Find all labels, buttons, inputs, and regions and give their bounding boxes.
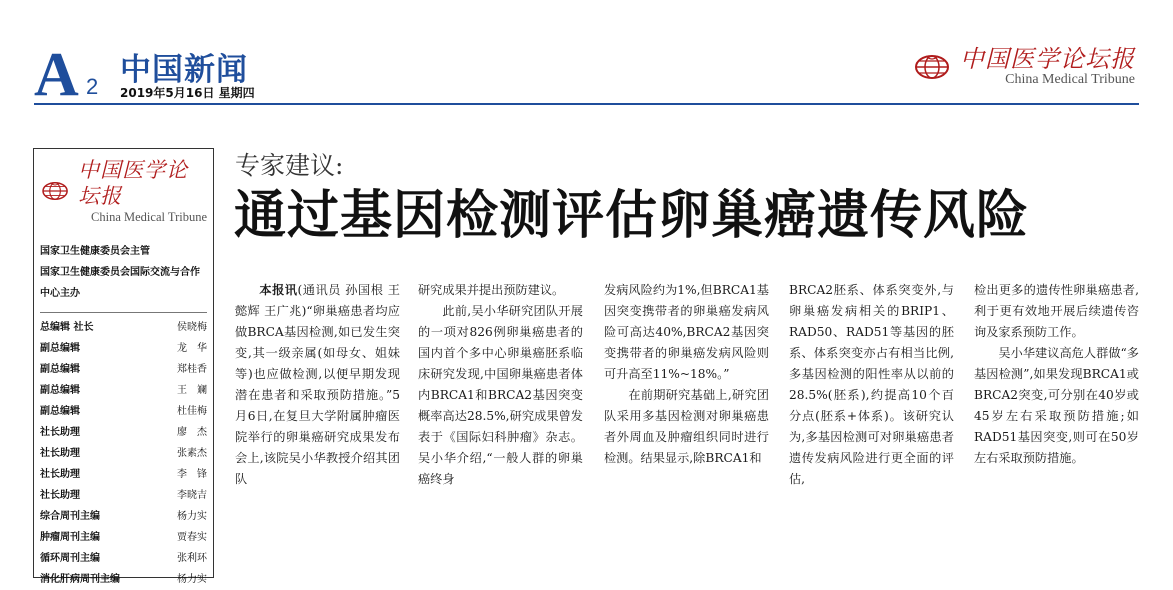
staff-name: 张利环 <box>177 553 207 564</box>
column-paragraph: 检出更多的遗传性卵巢癌患者,利于更有效地开展后续遗传咨询及家系预防工作。 <box>974 283 1139 339</box>
staff-name: 贾春实 <box>177 532 207 543</box>
globe-logo-icon <box>40 177 70 205</box>
masthead-brand-cn: 中国医学论坛报 <box>78 158 189 208</box>
article-lead: 本报讯 <box>259 283 298 297</box>
staff-role: 副总编辑 <box>40 406 80 417</box>
article-kicker: 专家建议: <box>235 151 344 180</box>
staff-role: 消化肝病周刊主编 <box>40 574 120 585</box>
globe-logo-icon <box>912 52 952 82</box>
staff-role: 循环周刊主编 <box>40 553 100 564</box>
masthead-brand-en: China Medical Tribune <box>91 210 207 224</box>
article-column-5 <box>974 280 1139 469</box>
staff-row <box>40 401 207 422</box>
column-paragraph: (通讯员 孙国根 王懿辉 王广兆)“卵巢癌患者均应做BRCA基因检测,如已发生突变,其一级亲属(如母女、姐妹等)也应做检测,以便早期发现潜在患者和采取预防措施。”5月6日,在复旦大学附属肿瘤医院举行的卵巢癌研究成果发布会上,该院吴小华教授介绍其团队 <box>235 283 400 486</box>
header-rule <box>34 103 1139 105</box>
staff-name: 廖 杰 <box>177 427 207 438</box>
column-paragraph: BRCA2胚系、体系突变外,与卵巢癌发病相关的BRIP1、RAD50、RAD51等基因的胚系、体系突变亦占有相当比例,多基因检测的阳性率从以前的28.5%(胚系),约提高10个百分点(胚系+体系)。该研究认为,多基因检测可对卵巢癌患者遗传发病风险进行更全面的评估, <box>789 283 954 486</box>
staff-role: 社长助理 <box>40 448 80 459</box>
staff-row <box>40 380 207 401</box>
article-headline: 通过基因检测评估卵巢癌遗传风险 <box>234 186 1030 246</box>
staff-role: 总编辑 社长 <box>40 322 94 333</box>
staff-row <box>40 443 207 464</box>
staff-name: 李晓吉 <box>177 490 207 501</box>
staff-role: 肿瘤周刊主编 <box>40 532 100 543</box>
staff-list <box>40 317 207 590</box>
page-number: 2 <box>86 74 99 99</box>
article-column-2 <box>418 280 583 490</box>
staff-role: 综合周刊主编 <box>40 511 100 522</box>
staff-name: 杨力实 <box>177 511 207 522</box>
section-title: 中国新闻 <box>120 52 248 88</box>
staff-row <box>40 464 207 485</box>
column-paragraph: 吴小华建议高危人群做“多基因检测”,如果发现BRCA1或BRCA2突变,可分别在40岁或45岁左右采取预防措施;如RAD51基因突变,则可在50岁左右采取预防措施。 <box>974 346 1139 465</box>
staff-role: 社长助理 <box>40 427 80 438</box>
masthead-divider <box>40 312 207 313</box>
column-paragraph: 在前期研究基础上,研究团队采用多基因检测对卵巢癌患者外周血及肿瘤组织同时进行检测。结果显示,除BRCA1和 <box>604 388 769 465</box>
staff-row <box>40 485 207 506</box>
staff-name: 杨力实 <box>177 574 207 585</box>
staff-name: 侯晓梅 <box>177 322 207 333</box>
issue-date: 2019年5月16日 星期四 <box>120 86 255 100</box>
staff-row <box>40 506 207 527</box>
staff-name: 张素杰 <box>177 448 207 459</box>
page-letter: A <box>34 41 79 109</box>
column-paragraph: 此前,吴小华研究团队开展的一项对826例卵巢癌患者的国内首个多中心卵巢癌胚系临床研究发现,中国卵巢癌患者体内BRCA1和BRCA2基因突变概率高达28.5%,研究成果曾发表于《国际妇科肿瘤》杂志。吴小华介绍,“一般人群的卵巢癌终身 <box>418 304 583 486</box>
staff-row <box>40 317 207 338</box>
column-paragraph: 研究成果并提出预防建议。 <box>418 283 565 297</box>
header-brand <box>912 46 1135 88</box>
staff-role: 社长助理 <box>40 469 80 480</box>
staff-role: 副总编辑 <box>40 343 80 354</box>
article-column-3 <box>604 280 769 469</box>
column-paragraph: 发病风险约为1%,但BRCA1基因突变携带者的卵巢癌发病风险可高达40%,BRCA2基因突变携带者的卵巢癌发病风险则可升高至11%~18%。” <box>604 283 769 381</box>
masthead-box <box>33 148 214 585</box>
staff-row <box>40 338 207 359</box>
sponsor-line-2: 国家卫生健康委员会国际交流与合作中心主办 <box>40 267 200 299</box>
staff-row <box>40 359 207 380</box>
article-column-1 <box>235 280 400 490</box>
brand-name-en: China Medical Tribune <box>1005 72 1135 87</box>
staff-name: 王 斓 <box>177 385 207 396</box>
sponsor-line-1: 国家卫生健康委员会主管 <box>40 246 150 257</box>
staff-name: 李 锋 <box>177 469 207 480</box>
staff-role: 社长助理 <box>40 490 80 501</box>
masthead-brand <box>40 157 207 225</box>
staff-row <box>40 422 207 443</box>
staff-role: 副总编辑 <box>40 364 80 375</box>
staff-name: 郑桂香 <box>177 364 207 375</box>
staff-row <box>40 569 207 590</box>
staff-row <box>40 527 207 548</box>
article-column-4 <box>789 280 954 490</box>
brand-name-cn: 中国医学论坛报 <box>960 45 1135 73</box>
staff-name: 龙 华 <box>177 343 207 354</box>
staff-role: 副总编辑 <box>40 385 80 396</box>
staff-name: 杜佳梅 <box>177 406 207 417</box>
